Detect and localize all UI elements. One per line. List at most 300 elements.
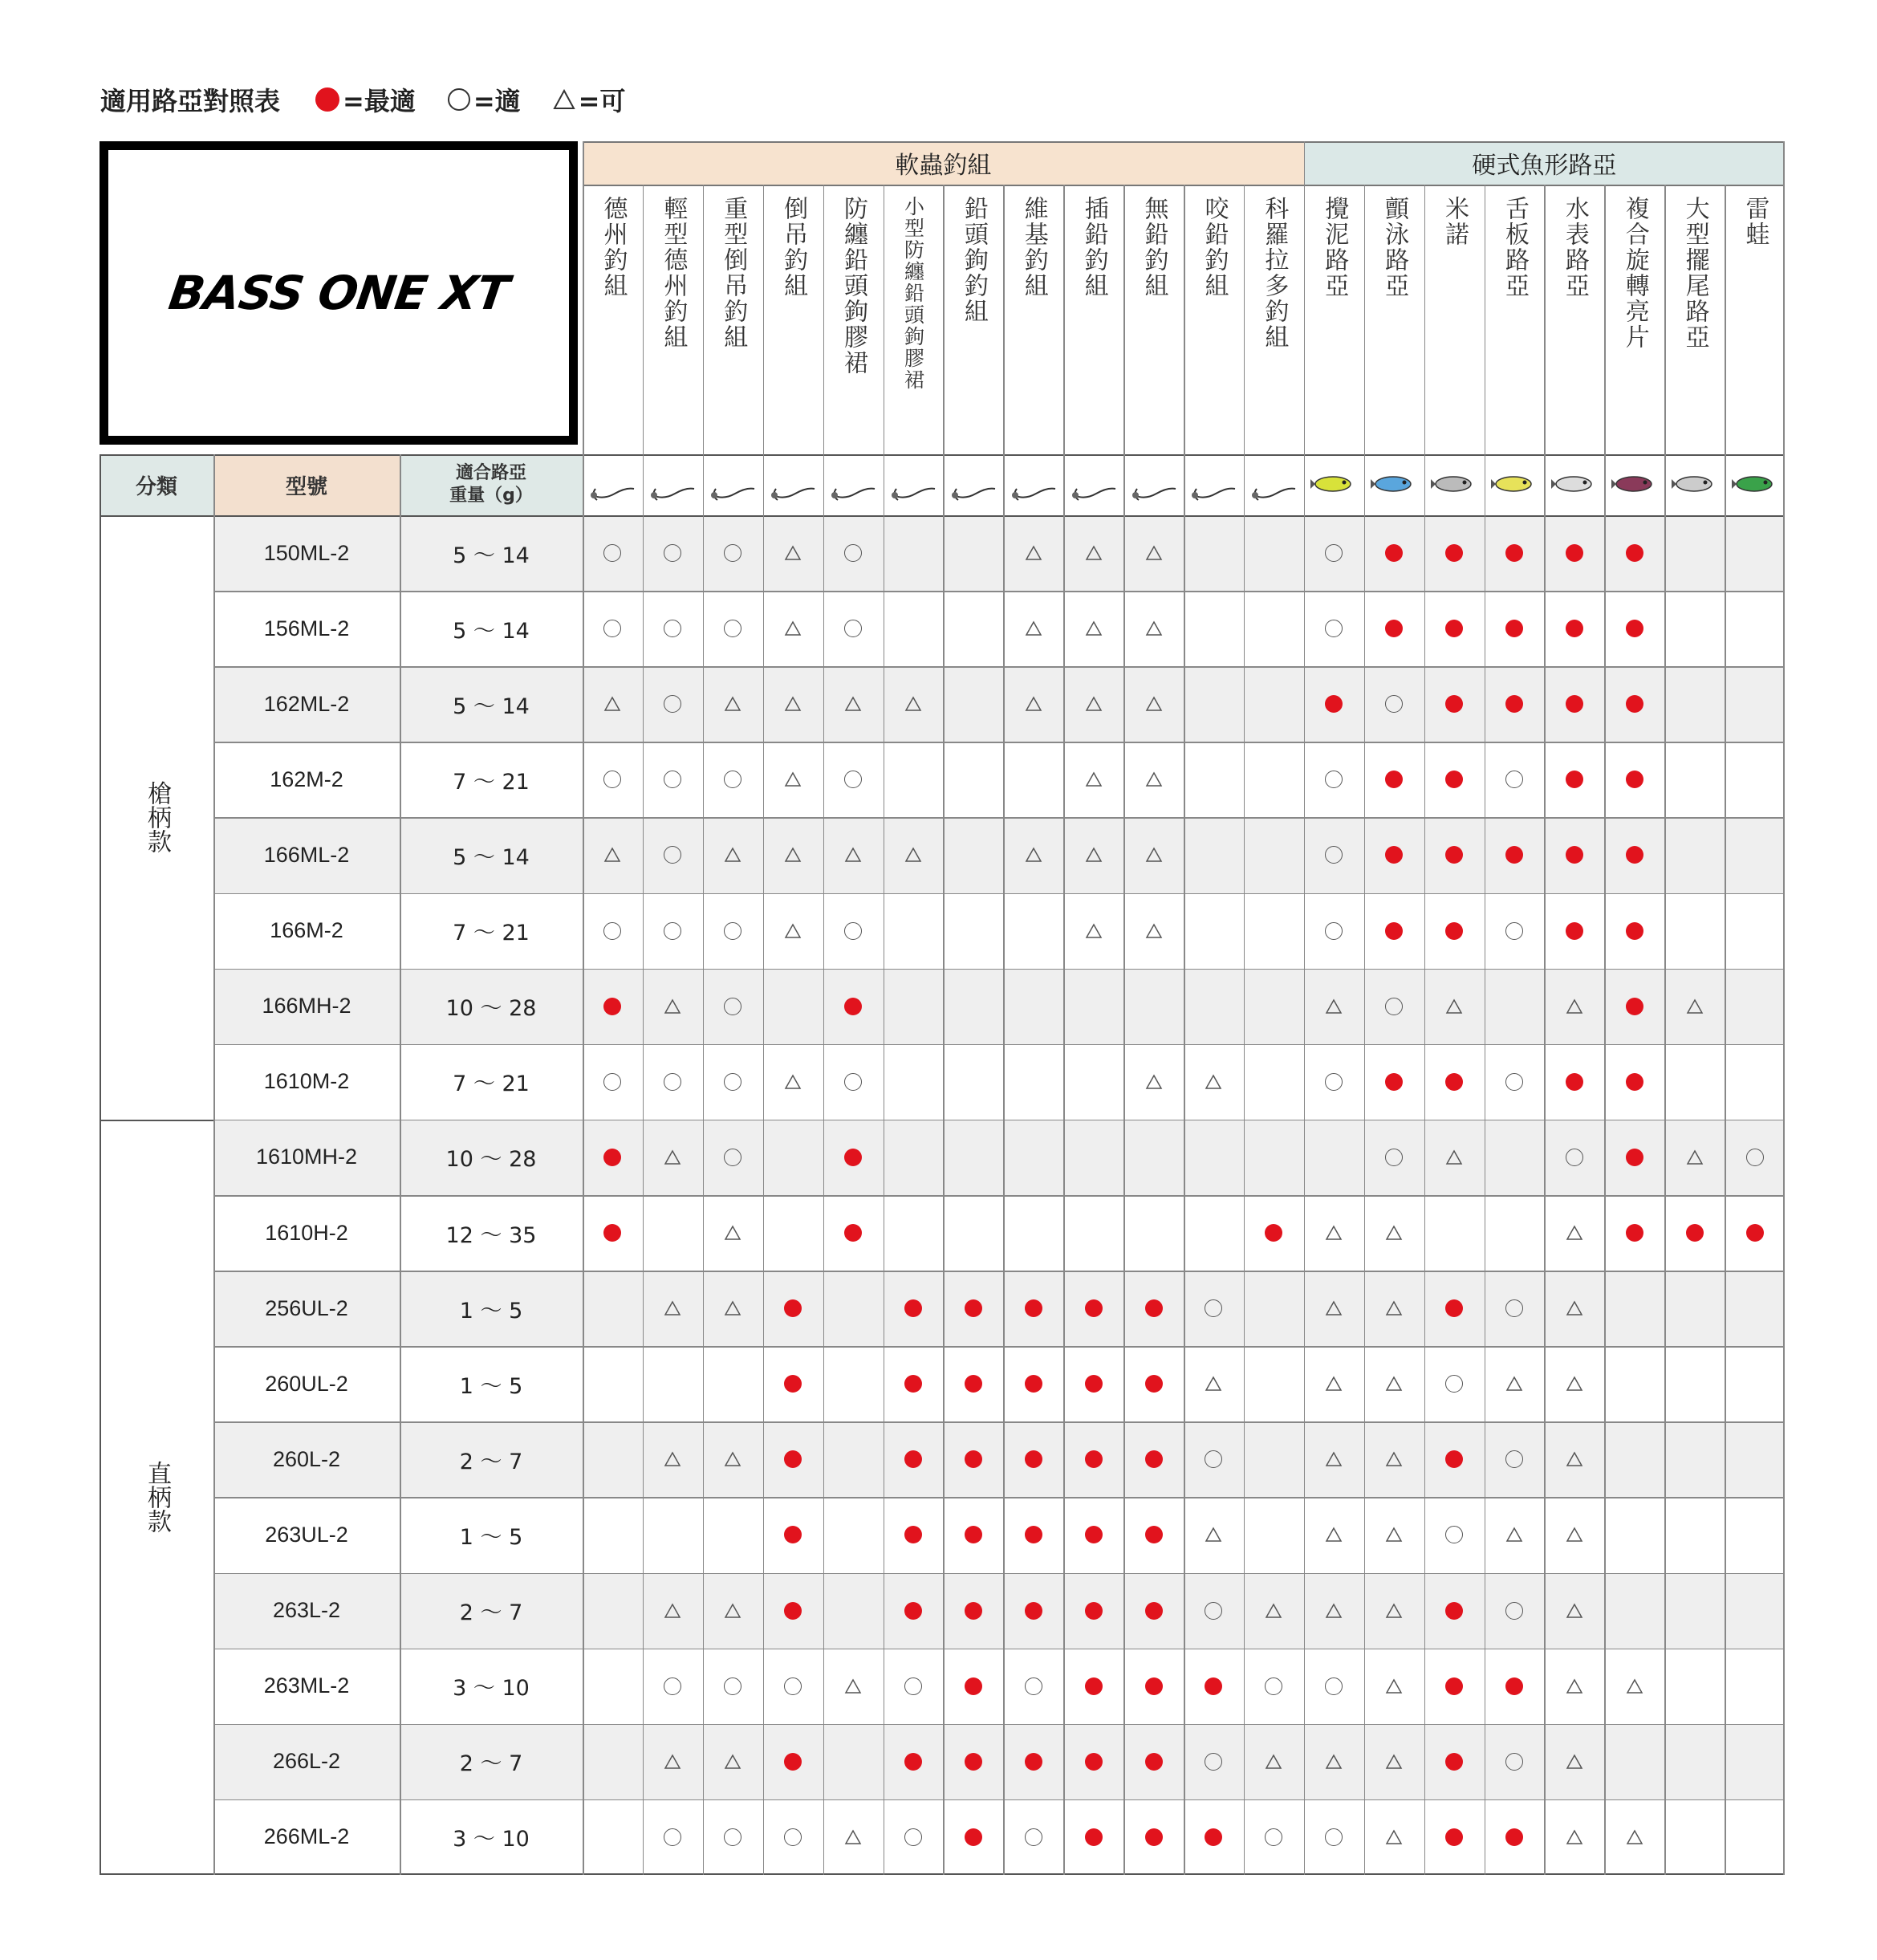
good-ring-icon [1205,1753,1222,1771]
rating-cell [643,1421,703,1497]
rating-cell [643,1120,703,1195]
neko-rig-icon [1063,454,1123,515]
column-header [823,196,884,376]
rating-cell [1184,1271,1244,1346]
best-dot-icon [1505,1828,1523,1846]
good-ring-icon [1505,922,1523,940]
good-ring-icon [724,922,741,940]
ok-triangle-icon [664,1603,681,1619]
weight-cell: 5 ～ 14 [453,618,530,644]
rating-cell [703,666,763,742]
best-dot-icon [904,1299,922,1317]
rating-cell [703,817,763,893]
legend-best [315,81,416,118]
best-dot-icon [1085,1677,1103,1695]
model-header: 型號 [285,474,327,499]
rating-cell [1604,1799,1664,1875]
best-dot-icon [1265,1224,1282,1242]
grid-line [213,591,1785,592]
weight-cell: 1 ～ 5 [459,1524,523,1550]
rating-cell [1544,515,1604,591]
rating-cell [1424,666,1485,742]
rating-cell [1003,1649,1063,1724]
rating-cell [1123,817,1184,893]
rating-cell [1364,1573,1424,1649]
ok-triangle-icon [1145,620,1163,636]
rating-cell [1184,1044,1244,1120]
grid-line [213,1195,1785,1197]
good-ring-icon [603,620,621,637]
rating-cell [763,1044,823,1120]
ok-triangle-icon [1566,1225,1583,1241]
ok-triangle-icon [1145,847,1163,863]
rating-cell [943,1724,1003,1799]
best-dot-icon [1505,695,1523,713]
best-dot-icon [1145,1526,1163,1543]
best-dot-icon [844,1224,862,1242]
ok-triangle-icon [1505,1527,1523,1543]
rating-cell [1424,1044,1485,1120]
best-dot-icon [1626,695,1643,713]
best-dot-icon [784,1526,802,1543]
column-label: 重型倒吊釣組 [719,196,748,350]
good-ring-icon [1325,1828,1343,1846]
rating-cell [823,742,884,817]
rating-cell [1424,893,1485,969]
rating-cell [643,893,703,969]
rating-cell [1244,1573,1304,1649]
ok-triangle-icon [1145,1074,1163,1090]
good-ring-icon [1385,1149,1403,1166]
rating-cell [583,666,643,742]
rating-cell [1304,1271,1364,1346]
rating-cell [1063,742,1123,817]
good-ring-icon [664,1828,681,1846]
rating-cell [1544,969,1604,1044]
rating-cell [1544,1044,1604,1120]
ok-triangle-icon [1686,1149,1704,1165]
legend-ok [553,81,626,118]
ok-triangle-icon [1626,1678,1643,1694]
ok-triangle-icon [664,1149,681,1165]
legend-title: 適用路亞對照表 [100,86,281,116]
good-ring-icon [1505,1450,1523,1468]
weight-header-line1: 適合路亞 [455,463,526,483]
category-header: 分類 [135,474,177,499]
rating-cell [763,893,823,969]
model-cell: 260L-2 [272,1446,341,1471]
good-ring-icon [664,1677,681,1695]
best-dot-icon [1626,771,1643,788]
rating-cell [583,893,643,969]
rating-cell [1063,1724,1123,1799]
best-dot-icon [784,1299,802,1317]
weight-cell: 12 ～ 35 [445,1222,537,1248]
best-dot-icon [965,1602,982,1620]
ok-triangle-icon [1686,998,1704,1015]
rating-cell [1424,742,1485,817]
best-dot-icon [1385,922,1403,940]
ok-triangle-icon [1385,1376,1403,1392]
ok-triangle-icon [1085,545,1103,561]
rating-cell [1424,969,1485,1044]
ok-triangle-icon [724,696,741,712]
rating-cell [583,1120,643,1195]
rating-cell [1364,893,1424,969]
grid-line [213,1649,1785,1650]
grid-line [1424,185,1426,1875]
frog-lure-icon [1725,454,1785,515]
rating-cell [643,666,703,742]
ok-triangle-icon [1325,998,1343,1015]
ok-triangle-icon [1325,1300,1343,1316]
group-header-hard: 硬式魚形路亞 [1304,141,1785,185]
grid-line [1604,185,1606,1875]
rating-cell [1364,742,1424,817]
rating-cell [1544,817,1604,893]
rating-cell [1424,1799,1485,1875]
ok-triangle-icon [1025,696,1042,712]
good-ring-icon [724,1828,741,1846]
rating-cell [1544,666,1604,742]
column-label: 米諾 [1440,196,1469,247]
good-ring-icon [1325,846,1343,864]
good-ring-icon [1265,1828,1282,1846]
ok-triangle-icon [1566,1678,1583,1694]
rating-cell [703,1724,763,1799]
rating-cell [1244,1649,1304,1724]
weight-header [400,454,583,515]
rating-cell [884,1497,944,1572]
ok-triangle-icon [1085,771,1103,787]
rating-cell [884,1724,944,1799]
ok-triangle-icon [1325,1225,1343,1241]
best-dot-icon [1566,695,1583,713]
column-label: 大型擺尾路亞 [1680,196,1709,350]
rating-cell [703,1799,763,1875]
best-dot-icon [1445,846,1463,864]
rating-cell [1184,1573,1244,1649]
ok-triangle-icon [603,847,621,863]
model-cell: 263L-2 [272,1598,341,1623]
good-ring-icon [844,544,862,562]
good-ring-icon [844,620,862,637]
best-dot-icon [1566,544,1583,562]
rating-cell [583,1195,643,1271]
rating-cell [1604,1195,1664,1271]
best-dot-icon [1445,1677,1463,1695]
best-dot-icon [1445,1073,1463,1091]
legend-best-label: =最適 [343,86,416,116]
good-ring-icon [664,1073,681,1091]
ok-triangle-icon [904,847,922,863]
rating-cell [583,817,643,893]
rating-cell [1304,515,1364,591]
rating-cell [1664,1120,1725,1195]
rating-cell [703,1271,763,1346]
grid-line [763,185,765,1875]
rating-cell [703,515,763,591]
topwater-lure-icon [1544,454,1604,515]
ok-triangle-icon [784,620,802,636]
good-ring-icon [844,1073,862,1091]
best-dot-icon [1445,1602,1463,1620]
rating-cell [1544,1649,1604,1724]
column-label: 咬鉛釣組 [1200,196,1229,299]
good-ring-icon [724,998,741,1015]
best-dot-icon [1025,1375,1042,1393]
rating-cell [1424,591,1485,666]
best-dot-icon [1445,1450,1463,1468]
grid-line [1664,185,1666,1875]
good-ring-icon [664,544,681,562]
weight-cell: 2 ～ 7 [459,1600,523,1626]
rating-cell [1544,1421,1604,1497]
rating-cell [763,1271,823,1346]
rating-cell [1424,515,1485,591]
rating-cell [1123,515,1184,591]
rating-cell [1544,893,1604,969]
rating-cell [943,1346,1003,1421]
grid-line [703,185,705,1875]
vibration-lure-icon [1364,454,1424,515]
best-dot-icon [1746,1224,1764,1242]
ok-triangle-icon [1205,1074,1222,1090]
column-header [1604,196,1664,350]
rating-cell [1304,1649,1364,1724]
rating-cell [703,893,763,969]
column-label: 插鉛釣組 [1079,196,1108,299]
best-dot-icon [965,1677,982,1695]
rating-cell [703,1195,763,1271]
good-ring-icon [1505,1753,1523,1771]
good-ring-icon [784,1677,802,1695]
heavy-dropshot-icon [703,454,763,515]
small-rubber-jig-icon [884,454,944,515]
column-header [1664,196,1725,350]
rating-cell [1003,515,1063,591]
best-dot-icon [904,1375,922,1393]
ok-triangle-icon [844,696,862,712]
rating-cell [643,1799,703,1875]
rating-cell [1364,1120,1424,1195]
rating-cell [1424,1421,1485,1497]
rating-cell [583,1044,643,1120]
triangle-icon [553,89,575,110]
rating-cell [1244,1724,1304,1799]
best-dot-icon [1626,1224,1643,1242]
texas-rig-icon [583,454,643,515]
best-dot-icon [1325,695,1343,713]
rating-cell [1364,1421,1424,1497]
rating-cell [1424,1573,1485,1649]
ok-triangle-icon [1566,998,1583,1015]
rating-cell [1604,515,1664,591]
rating-cell [823,1195,884,1271]
rating-cell [884,666,944,742]
column-label: 攪泥路亞 [1320,196,1349,299]
rating-cell [1424,1649,1485,1724]
good-ring-icon [904,1828,922,1846]
rating-cell [1364,666,1424,742]
ok-triangle-icon [1085,923,1103,939]
rating-cell [1123,1724,1184,1799]
rating-cell [763,666,823,742]
best-dot-icon [1566,620,1583,637]
column-label: 輕型德州釣組 [659,196,688,350]
column-header [1123,196,1184,299]
good-ring-icon [724,544,741,562]
rating-cell [1304,666,1364,742]
model-cell: 263ML-2 [263,1673,350,1698]
good-ring-icon [1385,695,1403,713]
weight-cell: 2 ～ 7 [459,1751,523,1777]
best-dot-icon [1445,1753,1463,1771]
ok-triangle-icon [1085,847,1103,863]
grid-line [1003,185,1005,1875]
ok-triangle-icon [1145,923,1163,939]
best-dot-icon [784,1450,802,1468]
rating-cell [1364,1497,1424,1572]
rating-cell [1304,1573,1364,1649]
rating-cell [1003,1799,1063,1875]
rating-cell [1544,1195,1604,1271]
grid-line [100,1873,1785,1875]
good-ring-icon [1325,1073,1343,1091]
rating-cell [763,515,823,591]
best-dot-icon [1085,1375,1103,1393]
grid-line [213,817,1785,819]
carolina-rig-icon [1244,454,1304,515]
rating-cell [1304,893,1364,969]
column-header [1063,196,1123,299]
rating-cell [703,1421,763,1497]
grid-line [1364,185,1366,1875]
best-dot-icon [1205,1828,1222,1846]
grid-line [213,1346,1785,1348]
ok-triangle-icon [1566,1451,1583,1467]
rating-cell [703,1573,763,1649]
column-header [1244,196,1304,350]
model-cell: 166M-2 [270,918,343,943]
rating-cell [823,1649,884,1724]
best-dot-icon [965,1526,982,1543]
rating-cell [943,1421,1003,1497]
rating-cell [643,1649,703,1724]
best-dot-icon [1445,620,1463,637]
ok-triangle-icon [1566,1300,1583,1316]
good-ring-icon [1746,1149,1764,1166]
weight-cell: 7 ～ 21 [453,769,530,795]
rating-cell [943,1649,1003,1724]
rating-cell [1604,666,1664,742]
column-label: 無鉛釣組 [1140,196,1168,299]
rating-cell [1485,1421,1545,1497]
rating-cell [1304,1195,1364,1271]
weight-cell: 5 ～ 14 [453,693,530,719]
rating-cell [1604,817,1664,893]
good-ring-icon [724,771,741,788]
rating-cell [643,1573,703,1649]
grid-line [213,1421,1785,1423]
ok-triangle-icon [664,1300,681,1316]
column-header [583,196,643,299]
rating-cell [1604,1649,1664,1724]
ok-triangle-icon [1385,1829,1403,1845]
rating-cell [1003,1271,1063,1346]
best-dot-icon [1145,1677,1163,1695]
ok-triangle-icon [664,1754,681,1770]
good-ring-icon [904,1677,922,1695]
good-ring-icon [784,1828,802,1846]
model-cell: 266ML-2 [263,1824,350,1849]
column-header [884,196,944,391]
rating-cell [1123,1573,1184,1649]
rating-cell [1485,1799,1545,1875]
weight-cell: 3 ～ 10 [453,1827,530,1852]
weight-cell: 1 ～ 5 [459,1298,523,1324]
model-cell: 260UL-2 [265,1371,348,1396]
good-ring-icon [1445,1526,1463,1543]
rating-cell [583,591,643,666]
ok-triangle-icon [1325,1451,1343,1467]
rating-cell [1364,817,1424,893]
ok-triangle-icon [1385,1603,1403,1619]
rating-cell [823,515,884,591]
ok-triangle-icon [1145,545,1163,561]
column-label: 科羅拉多釣組 [1260,196,1289,350]
grid-line [1063,185,1065,1875]
best-dot-icon [1626,998,1643,1015]
legend-good [448,81,521,118]
ok-triangle-icon [1025,620,1042,636]
good-ring-icon [603,544,621,562]
good-ring-icon [1025,1828,1042,1846]
rating-cell [1063,515,1123,591]
rating-cell [763,1346,823,1421]
best-dot-icon [1566,922,1583,940]
rating-cell [1544,1497,1604,1572]
best-dot-icon [965,1299,982,1317]
best-dot-icon [1385,846,1403,864]
good-ring-icon [1025,1677,1042,1695]
model-cell: 162ML-2 [263,691,350,716]
rating-cell [884,1649,944,1724]
best-dot-icon [844,1149,862,1166]
rating-cell [1664,969,1725,1044]
good-ring-icon [603,1073,621,1091]
rating-cell [1304,1724,1364,1799]
rating-cell [1544,1120,1604,1195]
good-ring-icon [1566,1149,1583,1166]
best-dot-icon [1626,1149,1643,1166]
rating-cell [884,1346,944,1421]
rating-cell [1364,1346,1424,1421]
column-label: 小型防纏鉛頭鉤膠裙 [901,196,925,391]
rating-cell [1063,1421,1123,1497]
best-dot-icon [1445,544,1463,562]
ok-triangle-icon [1085,696,1103,712]
rating-cell [823,1799,884,1875]
grid-line [1485,185,1486,1875]
rating-cell [1424,1497,1485,1572]
good-ring-icon [724,1149,741,1166]
best-dot-icon [965,1375,982,1393]
rating-cell [1364,1799,1424,1875]
grid-line [1783,141,1785,1875]
rating-cell [1123,1271,1184,1346]
grid-line [1184,185,1185,1875]
